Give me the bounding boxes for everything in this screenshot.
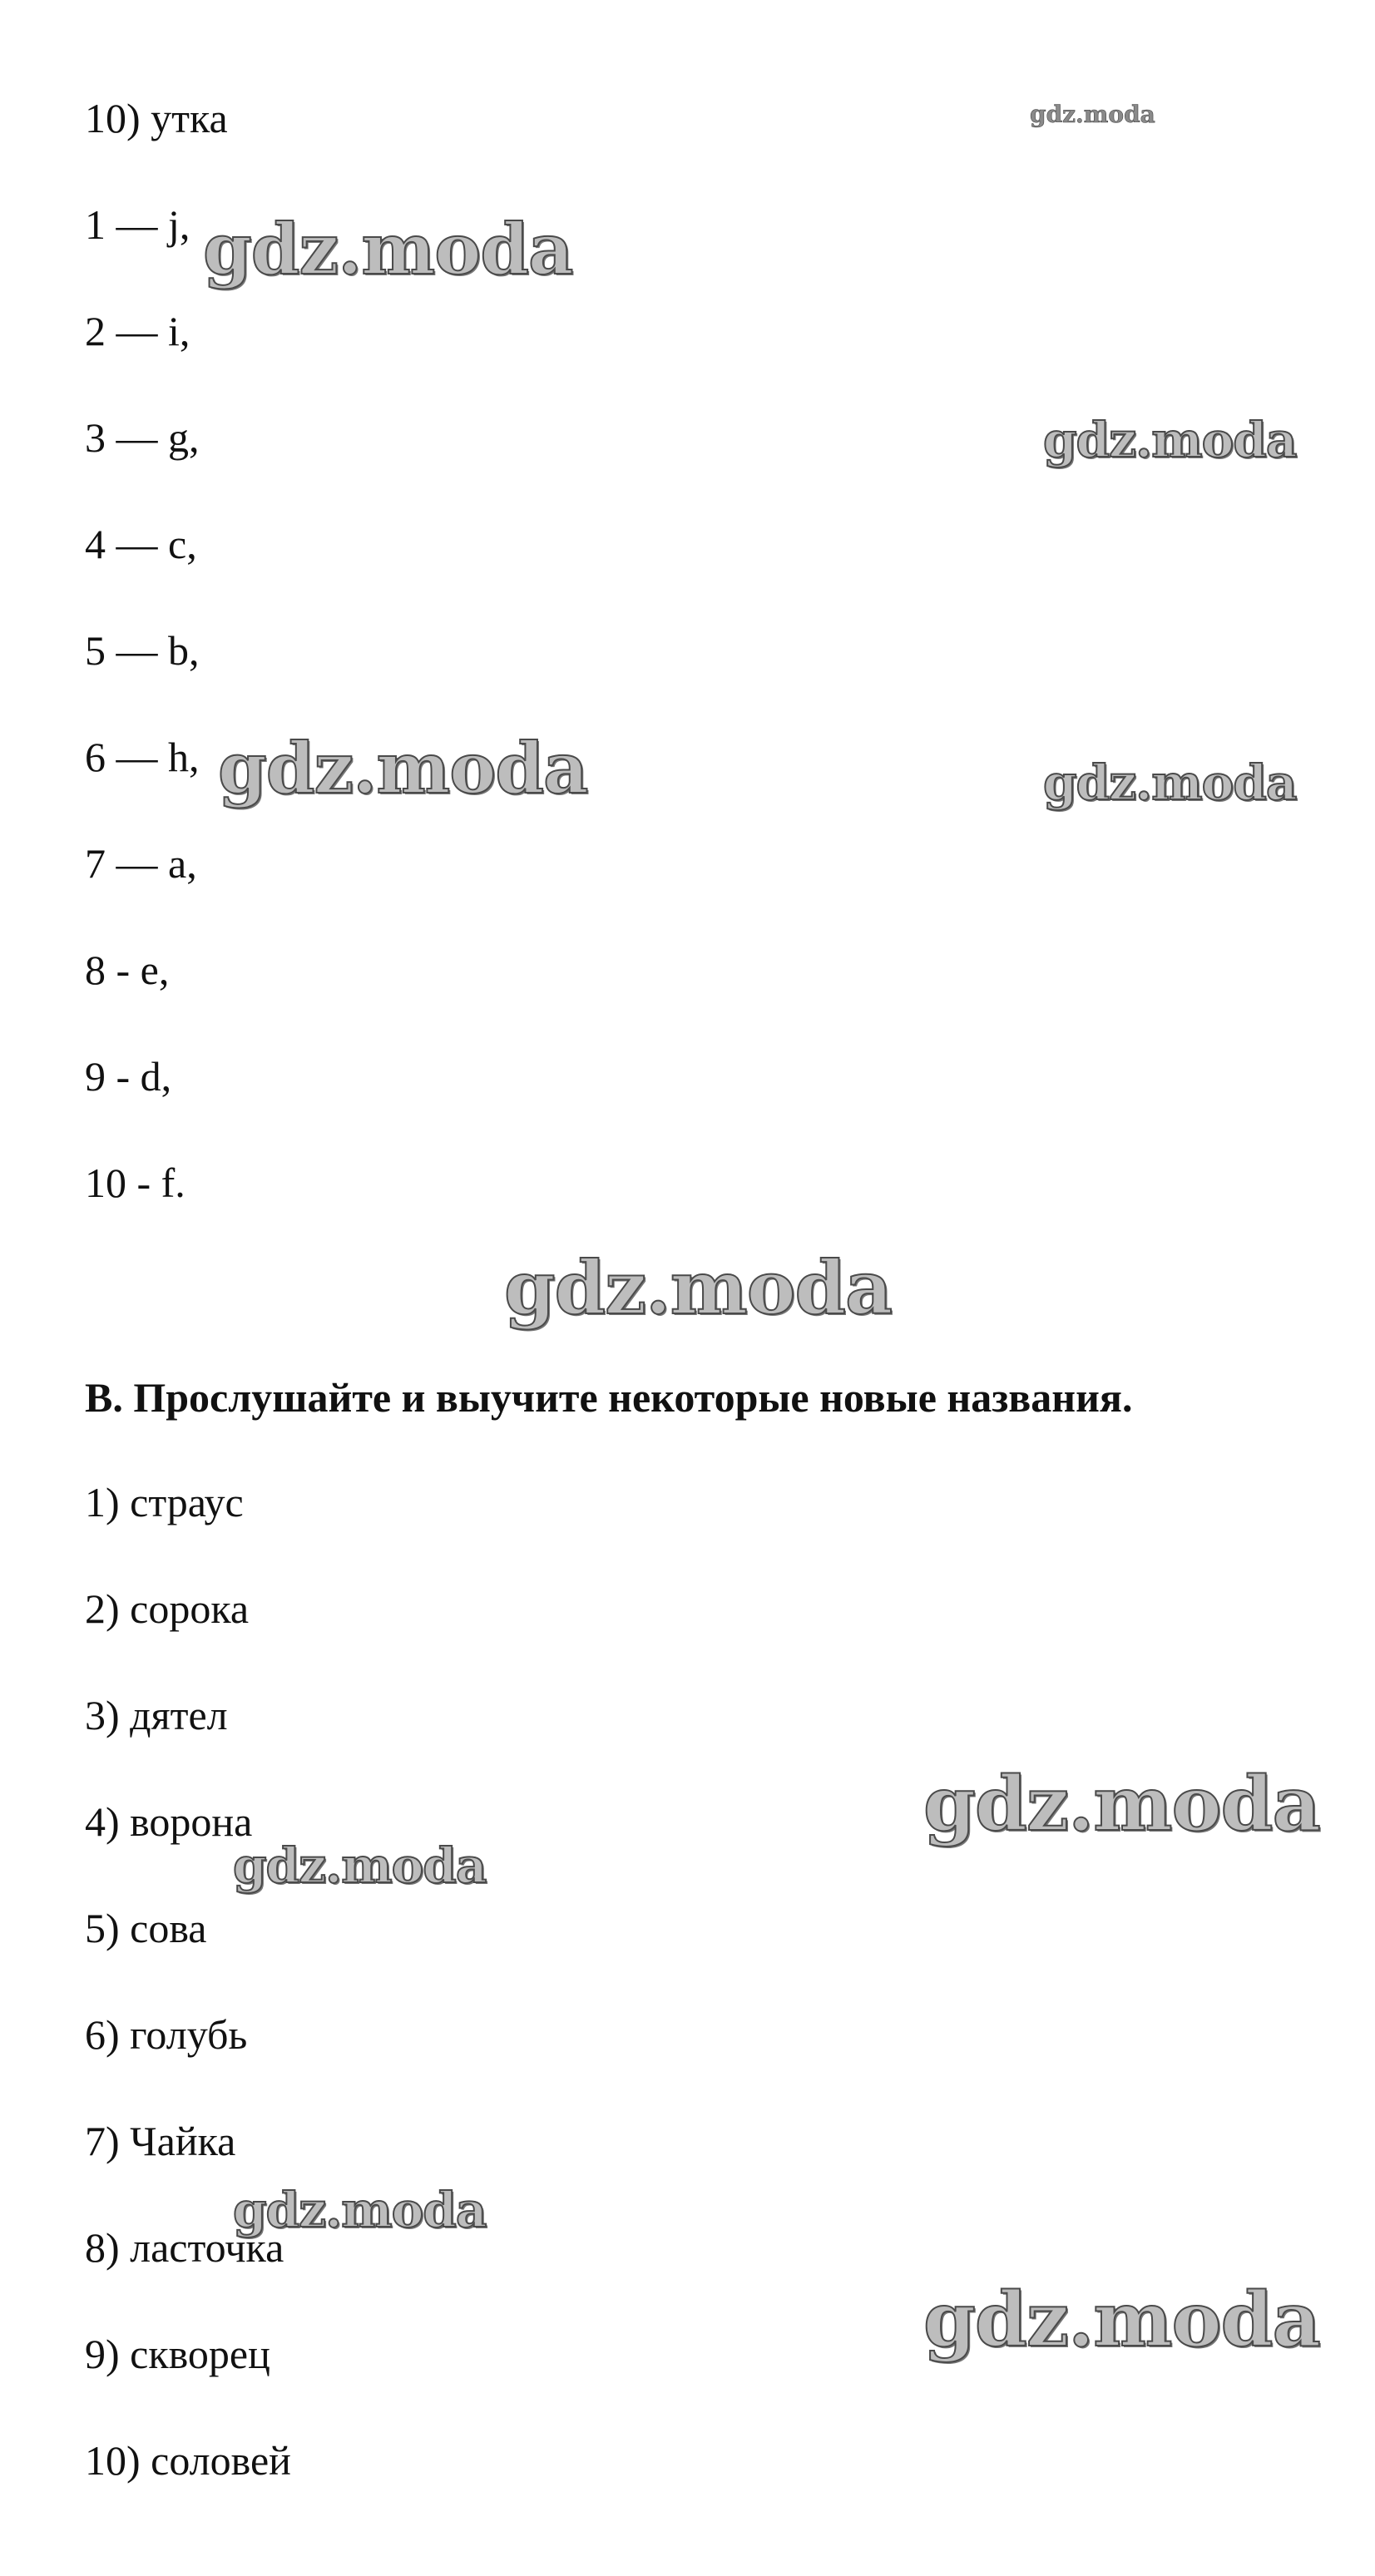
match-item: 1 — j,	[85, 201, 190, 248]
bird-list-item: 10) соловей	[85, 2437, 291, 2484]
match-item: 5 — b,	[85, 627, 200, 674]
bird-list-item: 9) скворец	[85, 2331, 270, 2377]
match-item: 7 — a,	[85, 840, 197, 887]
watermark: gdz.moda	[203, 208, 573, 290]
watermark: gdz.moda	[1043, 412, 1297, 468]
bird-list-item: 6) голубь	[85, 2011, 248, 2058]
bird-list-item: 5) сова	[85, 1905, 207, 1951]
watermark: gdz.moda	[923, 1760, 1320, 1848]
match-item: 6 — h,	[85, 734, 200, 780]
bird-list-item: 1) страус	[85, 1479, 244, 1525]
bird-list-item: 3) дятел	[85, 1692, 228, 1738]
bird-list-item: 7) Чайка	[85, 2118, 236, 2164]
watermark: gdz.moda	[1030, 101, 1155, 128]
watermark: gdz.moda	[233, 1837, 487, 1894]
watermark: gdz.moda	[1043, 754, 1297, 811]
bird-list-item: 4) ворона	[85, 1798, 253, 1845]
watermark: gdz.moda	[218, 727, 588, 809]
bird-list-item: 2) сорока	[85, 1585, 250, 1632]
match-item: 4 — c,	[85, 521, 197, 567]
watermark: gdz.moda	[504, 1244, 893, 1331]
section-b-heading: B. Прослушайте и выучите некоторые новые названия.	[85, 1374, 1133, 1421]
match-item: 3 — g,	[85, 414, 200, 461]
bird-list-item: 8) ласточка	[85, 2224, 284, 2271]
watermark: gdz.moda	[923, 2276, 1320, 2364]
match-item: 10 - f.	[85, 1159, 185, 1206]
match-item: 9 - d,	[85, 1053, 172, 1100]
list-item-utka: 10) утка	[85, 95, 228, 141]
match-item: 2 — i,	[85, 308, 190, 354]
match-item: 8 - e,	[85, 947, 170, 993]
watermark: gdz.moda	[233, 2182, 487, 2238]
